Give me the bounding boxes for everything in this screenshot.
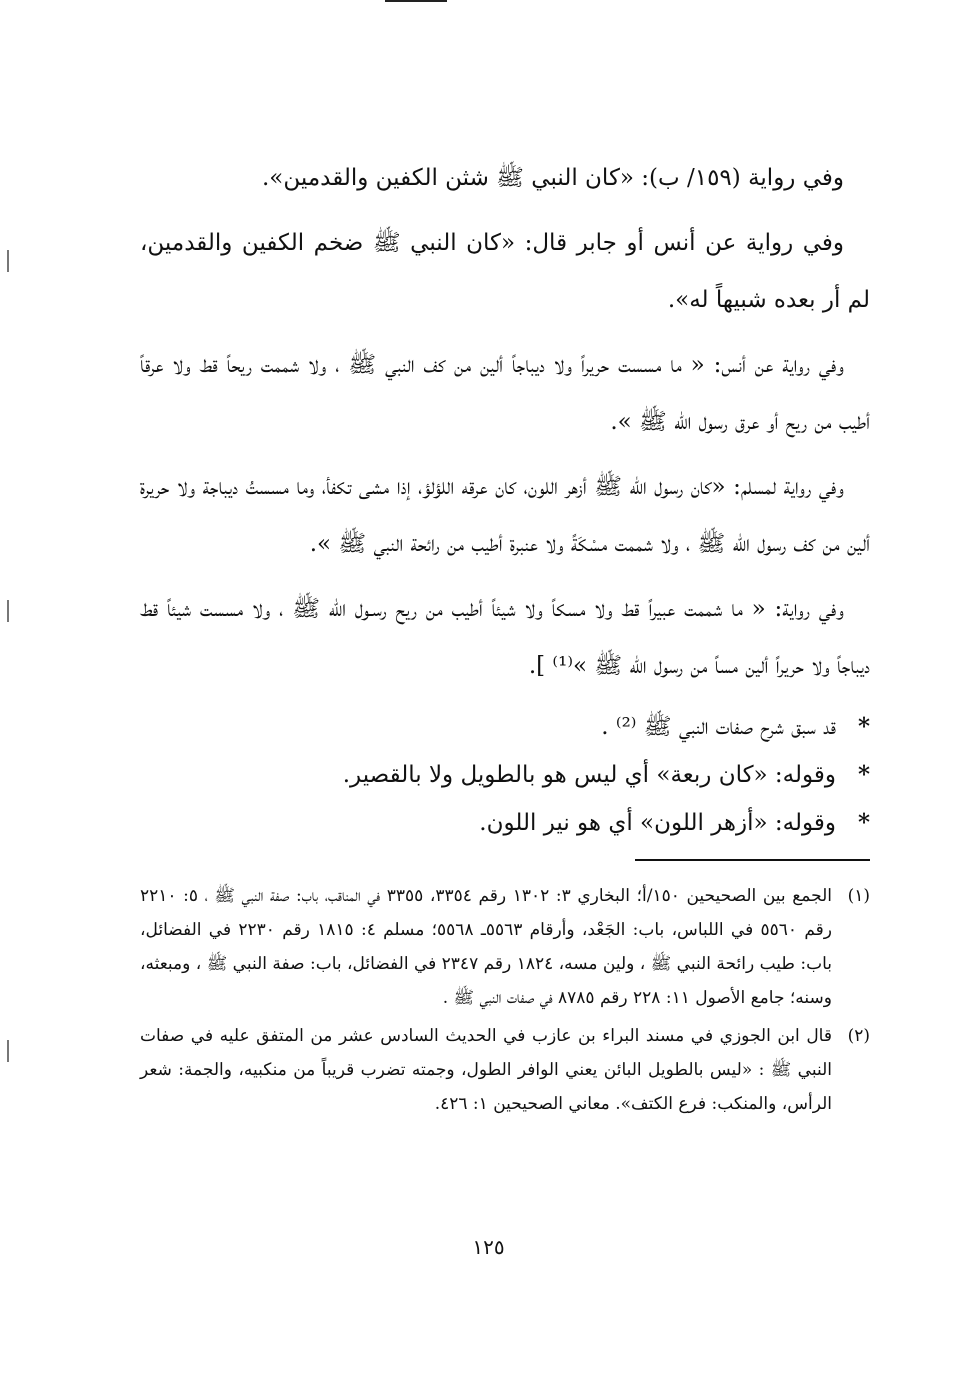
paragraph-4: وفي رواية لمسلم: «كان رسول الله ﷺ أزهر اللون، كان عرقه اللؤلؤ، إذا مشى تكفأ، وما مسستُ ديباجة ولا حريرة ألين من كف رسول الله ﷺ ، ولا شممت مسْكَةً ولا عنبرة أطيب من رائحة النبي ﷺ ». <box>140 474 870 557</box>
footnote-text: قال ابن الجوزي في مسند البراء بن عازب في الحديث السادس عشر من المتفق عليه في صفات النبي ﷺ : «ليس بالطويل البائن يعني الوافر الطول، وجمته تضرب قريباً من منكبيه، والجمة: شعر الرأس، والمنكب: فرع الكتف». معاني الصحيحين ١: ٤٢٦. <box>140 1026 832 1114</box>
bullet-item-3 <box>140 799 870 847</box>
scan-edge-mark <box>7 1040 9 1062</box>
bullet-star: * <box>857 713 870 740</box>
footnote-text: الجمع بين الصحيحين ١٥٠/أ؛ البخاري ٣: ١٣٠٢ رقم ٣٣٥٤، ٣٣٥٥ في المناقب، باب: صفة النبي ﷺ ، ٥: ٢٢١٠ رقم ٥٥٦٠ في اللباس، باب: الجَعْد، وأرقام ٥٥٦٣ـ ٥٥٦٨؛ مسلم ٤: ١٨١٥ رقم ٢٢٣٠ في الفضائل، باب: طيب رائحة النبي ﷺ ، ولين مسه، ١٨٢٤ رقم ٢٣٤٧ في الفضائل، باب: صفة النبي ﷺ ، ومبعثه، وسنه؛ جامع الأصول ١١: ٢٢٨ رقم ٨٧٨٥ في صفات النبي ﷺ . <box>140 886 832 1008</box>
scan-edge-mark <box>7 250 9 272</box>
paragraph-3: وفي رواية عن أنس: « ما مسست حريراً ولا ديباجاً ألين من كف النبي ﷺ ، ولا شممت ريحاً قط ولا عرقاً أطيب من ريح أو عرق رسول الله ﷺ ». <box>140 352 870 435</box>
footnote-number: (٢) <box>847 1026 870 1046</box>
bullet-text: وقوله: «أزهر اللون» أي هو نير اللون. <box>479 810 836 836</box>
paragraph-2: وفي رواية عن أنس أو جابر قال: «كان النبي ﷺ ضخم الكفين والقدمين، لم أر بعده شبيهاً له». <box>140 230 870 313</box>
footnote-separator <box>635 859 870 861</box>
bullet-text: قد سبق شرح صفات النبي ﷺ ⁽²⁾ . <box>601 714 836 740</box>
footnote-1 <box>140 879 870 1015</box>
paragraph-5: وفي رواية: « ما شممت عبيراً قط ولا مسكاً ولا شيئاً أطيب من ريح رسـول الله ﷺ ، ولا مسست شيئاً قط ديباجاً ولا حريراً ألين مساً من رسول الله ﷺ »⁽¹⁾ ]. <box>140 596 870 679</box>
page-number: ١٢٥ <box>472 1235 505 1259</box>
bullet-star: * <box>857 809 870 836</box>
top-rule <box>385 0 447 2</box>
page-body <box>140 150 870 1125</box>
bullet-text: وقوله: «كان ربعة» أي ليس هو بالطويل ولا بالقصير. <box>342 762 836 788</box>
scan-edge-mark <box>7 600 9 622</box>
footnote-2 <box>140 1019 870 1121</box>
footnote-number: (١) <box>847 886 870 906</box>
bullet-item-2 <box>140 751 870 799</box>
paragraph-1: وفي رواية (١٥٩/ ب): «كان النبي ﷺ شثن الكفين والقدمين». <box>261 165 844 191</box>
footnotes <box>140 879 870 1121</box>
bullet-star: * <box>857 761 870 788</box>
bullet-item-1 <box>140 703 870 751</box>
